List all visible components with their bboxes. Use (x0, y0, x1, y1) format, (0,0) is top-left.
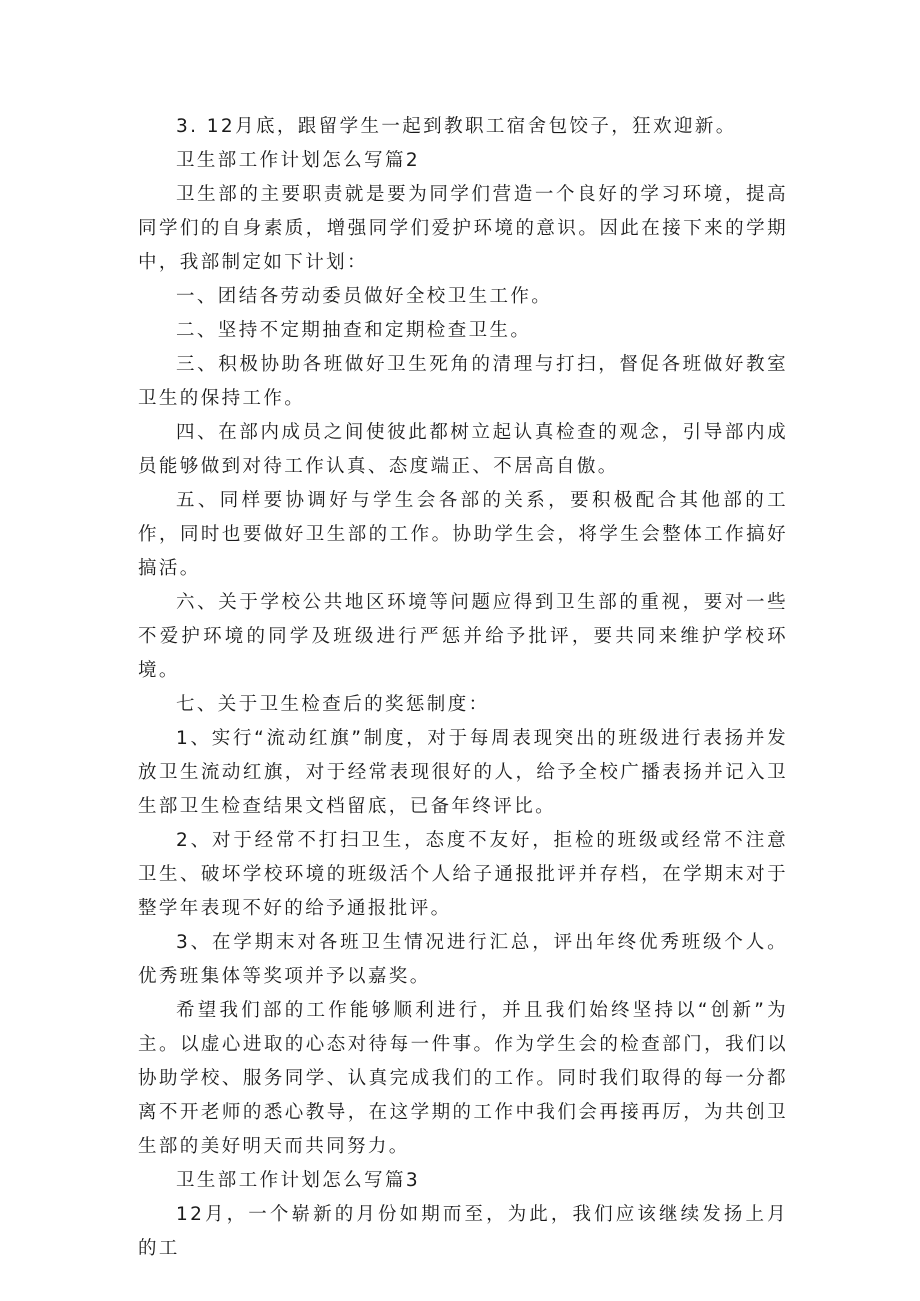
paragraph-section-3-start: 12月，一个崭新的月份如期而至，为此，我们应该继续发扬上月的工 (138, 1204, 788, 1259)
paragraph-intro: 卫生部的主要职责就是要为同学们营造一个良好的学习环境，提高同学们的自身素质，增强同学们爱护环境的意识。因此在接下来的学期中，我部制定如下计划： (138, 184, 788, 273)
reward-rule-2: 2、对于经常不打扫卫生，态度不友好，拒检的班级或经常不注意卫生、破坏学校环境的班级活个人给子通报批评并存档，在学期末对于整学年表现不好的给予通报批评。 (138, 830, 788, 919)
plan-item-1: 一、团结各劳动委员做好全校卫生工作。 (176, 286, 553, 307)
plan-item-4: 四、在部内成员之间使彼此都树立起认真检查的观念，引导部内成员能够做到对待工作认真、态度端正、不居高自傲。 (138, 422, 788, 477)
reward-rule-3: 3、在学期末对各班卫生情况进行汇总，评出年终优秀班级个人。优秀班集体等奖项并予以嘉奖。 (138, 932, 788, 987)
plan-item-7: 七、关于卫生检查后的奖惩制度： (176, 694, 490, 715)
paragraph-item-3: 3. 12月底，跟留学生一起到教职工宿舍包饺子，狂欢迎新。 (176, 116, 737, 137)
plan-item-2: 二、坚持不定期抽查和定期检查卫生。 (176, 320, 532, 341)
plan-item-3: 三、积极协助各班做好卫生死角的清理与打扫，督促各班做好教室卫生的保持工作。 (138, 354, 788, 409)
plan-item-6: 六、关于学校公共地区环境等问题应得到卫生部的重视，要对一些不爱护环境的同学及班级进行严惩并给予批评，要共同来维护学校环境。 (138, 592, 788, 681)
reward-rule-1: 1、实行“流动红旗”制度，对于每周表现突出的班级进行表扬并发放卫生流动红旗，对于经常表现很好的人，给予全校广播表扬并记入卫生部卫生检查结果文档留底，已备年终评比。 (138, 728, 788, 817)
section-heading-3: 卫生部工作计划怎么写篇3 (176, 1170, 421, 1191)
document-body (138, 110, 788, 1266)
plan-item-5: 五、同样要协调好与学生会各部的关系，要积极配合其他部的工作，同时也要做好卫生部的工作。协助学生会，将学生会整体工作搞好搞活。 (138, 490, 788, 579)
closing-paragraph: 希望我们部的工作能够顺利进行，并且我们始终坚持以“创新”为主。以虚心进取的心态对待每一件事。作为学生会的检查部门，我们以协助学校、服务同学、认真完成我们的工作。同时我们取得的每一分都离不开老师的悉心教导，在这学期的工作中我们会再接再厉，为共创卫生部的美好明天而共同努力。 (138, 1000, 788, 1157)
section-heading-2: 卫生部工作计划怎么写篇2 (176, 150, 421, 171)
